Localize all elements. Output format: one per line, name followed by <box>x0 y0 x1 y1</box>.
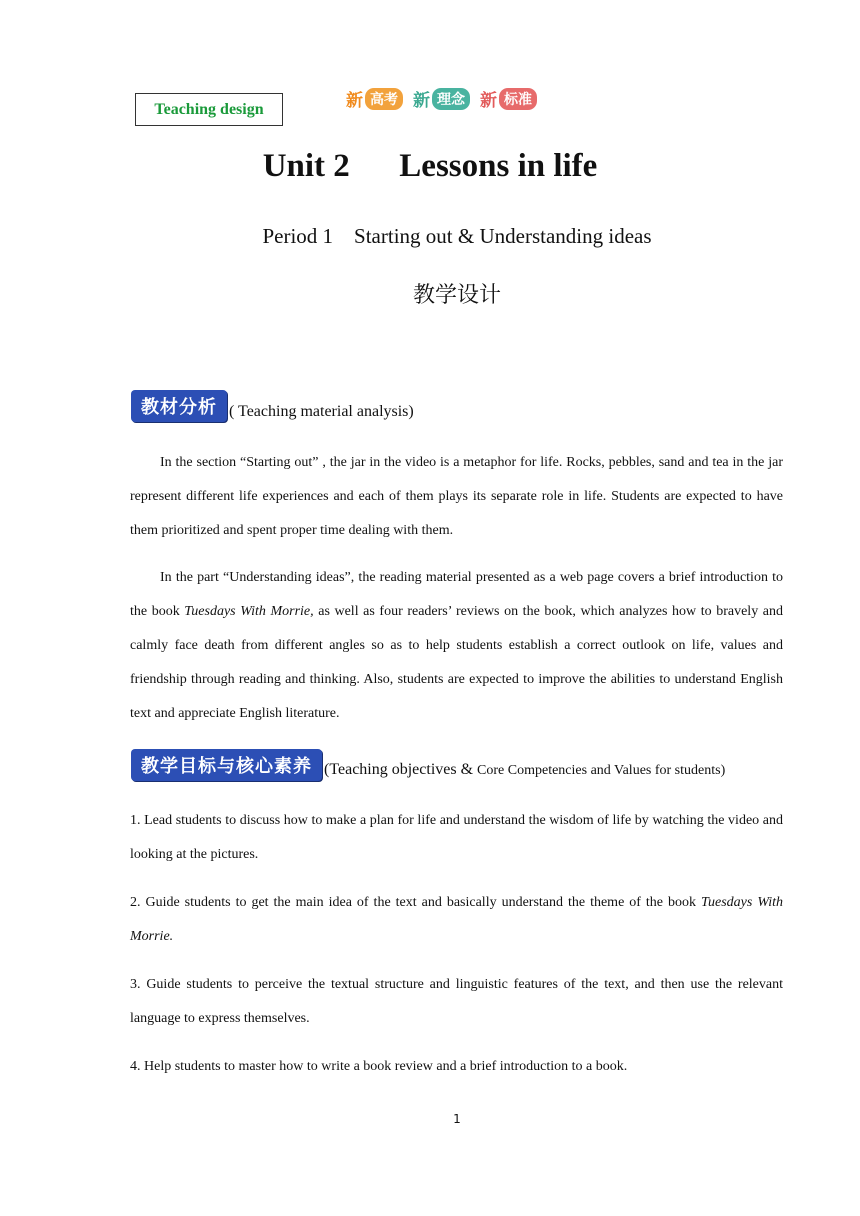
paragraph-text: In the part “Understanding ideas”, the reading material presented as a web page covers a brief introduction to the book <box>130 570 783 619</box>
slogan-char: 新 <box>480 91 497 111</box>
unit-title: Unit 2 Lessons in life <box>262 148 598 184</box>
objective-2 <box>130 886 783 954</box>
paragraph-understanding-ideas <box>130 561 783 731</box>
slogan-char: 新 <box>413 91 430 111</box>
section-objectives-heading <box>131 749 725 781</box>
period-subtitle: Period 1 Starting out & Understanding ideas <box>262 224 652 248</box>
objective-1: 1. Lead students to discuss how to make a plan for life and understand the wisdom of life by watching the video and looking at the pictures. <box>130 813 783 862</box>
heading-part: Core Competencies and Values for students) <box>477 763 726 778</box>
objective-3: 3. Guide students to perceive the textual structure and linguistic features of the text, and then use the relevant language to express themselves. <box>130 977 783 1026</box>
paragraph-text: as well as four readers’ reviews on the book, which analyzes how to bravely and calmly face death from different angles so as to help students establish a correct outlook on life, values and friendship through reading and thinking. Also, students are expected to improve the abilities to understand English text and appreciate English literature. <box>130 604 784 721</box>
section-heading-text: ( Teaching material analysis) <box>229 403 414 420</box>
book-title: Tuesdays With Morrie, <box>184 604 314 619</box>
slogan-char: 新 <box>346 91 363 111</box>
section-material-analysis-heading <box>131 390 414 422</box>
page-number: 1 <box>453 1112 461 1126</box>
slogan-pill: 理念 <box>432 88 470 110</box>
section-badge: 教材分析 <box>131 390 227 422</box>
slogan-pill: 高考 <box>365 88 403 110</box>
slogan-banner <box>346 86 537 111</box>
chinese-title: 教学设计 <box>412 283 501 308</box>
teaching-design-label: Teaching design <box>135 93 283 126</box>
section-badge: 教学目标与核心素养 <box>131 749 322 781</box>
section-heading-text <box>324 760 725 781</box>
slogan-pill: 标准 <box>499 88 537 110</box>
book-title: Tuesdays With Morrie. <box>130 895 783 944</box>
paragraph-starting-out: In the section “Starting out” , the jar in the video is a metaphor for life. Rocks, pebbles, sand and tea in the jar represent different life experiences and each of them plays its separate role in life. Students are expected to have them prioritized and spent proper time dealing with them. <box>130 455 783 538</box>
objective-text: 2. Guide students to get the main idea of the text and basically understand the theme of the book <box>130 895 701 910</box>
heading-part: (Teaching objectives & <box>324 761 478 778</box>
objective-4: 4. Help students to master how to write a book review and a brief introduction to a book. <box>130 1059 628 1074</box>
